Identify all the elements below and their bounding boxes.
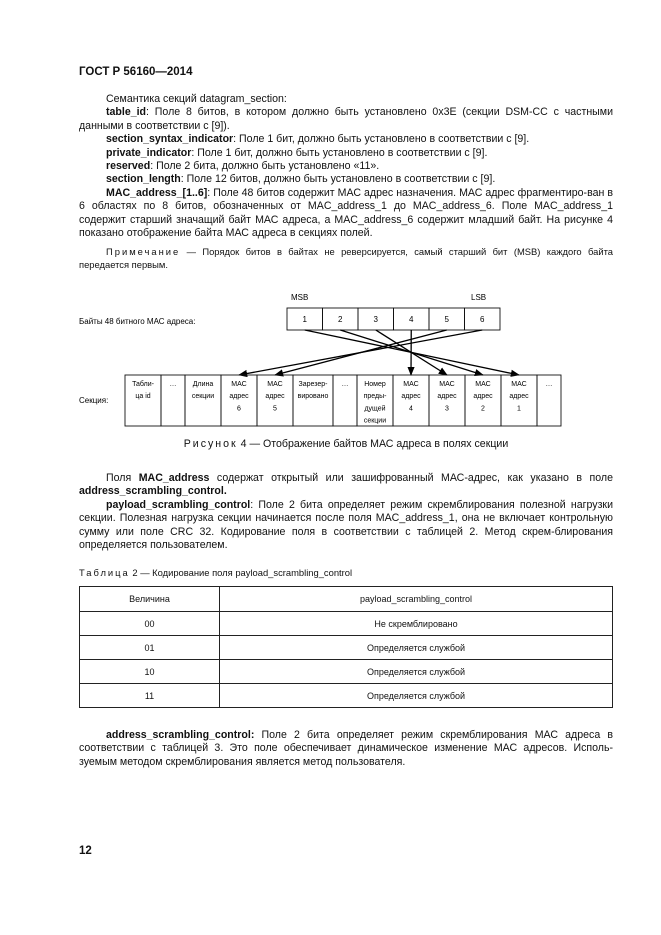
mapping-arrows [239,330,519,375]
section-cell-label: МАС адрес 5 [265,381,285,413]
field-name: section_length [106,173,181,186]
table-row [80,636,613,660]
note-label: Примечание [106,246,181,257]
field-name: address_scrambling_control: [106,729,255,741]
document-header: ГОСТ Р 56160—2014 [79,66,193,78]
cell-meaning: Определяется службой [220,684,613,708]
byte-number: 4 [409,315,414,324]
section-label: Секция: [79,396,109,405]
byte-number: 1 [302,315,307,324]
page-number: 12 [79,845,92,857]
figure-text: 4 — Отображение байтов МАС адреса в полях секции [237,438,509,450]
field-name: payload_scrambling_control [106,498,251,511]
semantics-block [79,93,613,240]
text-run: Поля [106,472,139,484]
section-cell-label: … [545,381,553,388]
msb-label: MSB [291,293,309,302]
section-cell-label: МАС адрес 4 [401,381,421,413]
section-cell-label: МАС адрес 2 [473,381,493,413]
note [79,246,613,272]
cell-value: 10 [80,660,220,684]
cell-value: 01 [80,636,220,660]
text-run: содержат открытый или зашифрованный МАС-адрес, как указано в поле [209,472,613,484]
cell-value: 11 [80,684,220,708]
field-desc: : Поле 8 битов, в котором должно быть установлено 0x3E (секции DSM-CC с частными данными в соответствии с [9]). [79,106,613,132]
field-name: MAC_address [138,472,210,484]
payload-block [79,472,613,552]
field-name: reserved [106,160,151,173]
field-name: private_indicator [106,146,192,159]
text-run: : Поле 2 бита определяет режим скремблирования полезной нагрузки секции. Полезная нагрузка секции начинается после поля MAC_address_1, она не включает контрольную сумму или поле CRC 32. Кодирование поля в соответствии с таблицей 2. Метод скрем-блирования определяется пользователем. [79,498,613,552]
byte-number: 5 [444,315,449,324]
section-row [125,375,561,426]
section-cell-label: … [341,381,349,388]
bytes-row [287,308,500,330]
mac-mapping-diagram [0,288,661,434]
field-name: table_id [106,106,147,119]
mac-address-paragraph [79,472,613,499]
section-cell-label: МАС адрес 6 [229,381,249,413]
field-desc: : Поле 1 бит, должно быть установлено в соответствии с [9]. [191,146,488,159]
text-run: Поле 2 бита определяет режим скремблирования МАС адреса в соответствии с таблицей 3. Это поле обеспечивает динамическое изменение МАС адресов. Исполь-зуемым методом скремблирования является метод пользователя. [79,729,613,768]
cell-meaning: Определяется службой [220,636,613,660]
coding-table [79,586,613,708]
field-desc: : Поле 2 бита, должно быть установлено «11». [150,160,380,173]
section-cell-label: Длина секции [191,381,215,401]
cell-meaning: Не скремблировано [220,612,613,636]
payload-scrambling-paragraph [79,499,613,553]
table-header-row [80,587,613,612]
address-scrambling-paragraph [79,729,613,769]
bytes-label: Байты 48 битного МАС адреса: [79,317,196,326]
semantics-intro: Семантика секций datagram_section: [106,93,287,105]
field-name: address_scrambling_control. [79,485,227,498]
section-cell-label: … [169,381,177,388]
table-row [80,612,613,636]
table-caption-text: 2 — Кодирование поля payload_scrambling_control [129,567,353,578]
def-mac-address [79,187,613,241]
address-scrambling-block [79,729,613,769]
field-name: MAC_address_[1..6] [106,186,208,199]
figure-label: Рисунок [183,438,238,450]
table-caption [79,567,352,578]
def-table-id [79,106,613,133]
def-section-length [79,173,613,186]
section-cell-label: МАС адрес 1 [509,381,529,413]
section-cell-label: Табли-ца id [132,381,154,401]
byte-number: 3 [373,315,378,324]
byte-number: 2 [338,315,343,324]
section-cell-label: Зарезер-вировано [297,381,329,401]
def-private-indicator [79,147,613,160]
table-row [80,660,613,684]
cell-value: 00 [80,612,220,636]
header-value: Величина [80,587,220,612]
lsb-label: LSB [471,293,487,302]
section-cell-label: МАС адрес 3 [437,381,457,413]
field-desc: : Поле 12 битов, должно быть установлено в соответствии с [9]. [180,173,496,186]
byte-number: 6 [480,315,485,324]
cell-meaning: Определяется службой [220,660,613,684]
table-label: Таблица [79,567,130,578]
field-name: section_syntax_indicator [106,133,234,146]
field-desc: : Поле 1 бит, должно быть установлено в соответствии с [9]. [233,133,530,146]
table-row [80,684,613,708]
def-section-syntax-indicator [79,133,613,146]
field-desc: : Поле 48 битов содержит МАС адрес назначения. МАС адрес фрагментиро-ван в 6 областях по 8 битов, обозначенных от MAC_address_1 до MAC_address_6. Поле MAC_address_1 содержит старший значащий байт МАС адреса, а MAC_address_6 содержит младший байт. На рисунке 4 показано отображение байта МАС адреса в секциях полей. [79,186,613,240]
note-text: — Порядок битов в байтах не реверсируется, самый старший бит (MSB) каждого байта передается первым. [79,246,613,270]
def-reserved [79,160,613,173]
section-cell-label: Номер преды-дущей секции [363,381,387,425]
header-field: payload_scrambling_control [220,587,613,612]
figure-caption [79,438,613,450]
